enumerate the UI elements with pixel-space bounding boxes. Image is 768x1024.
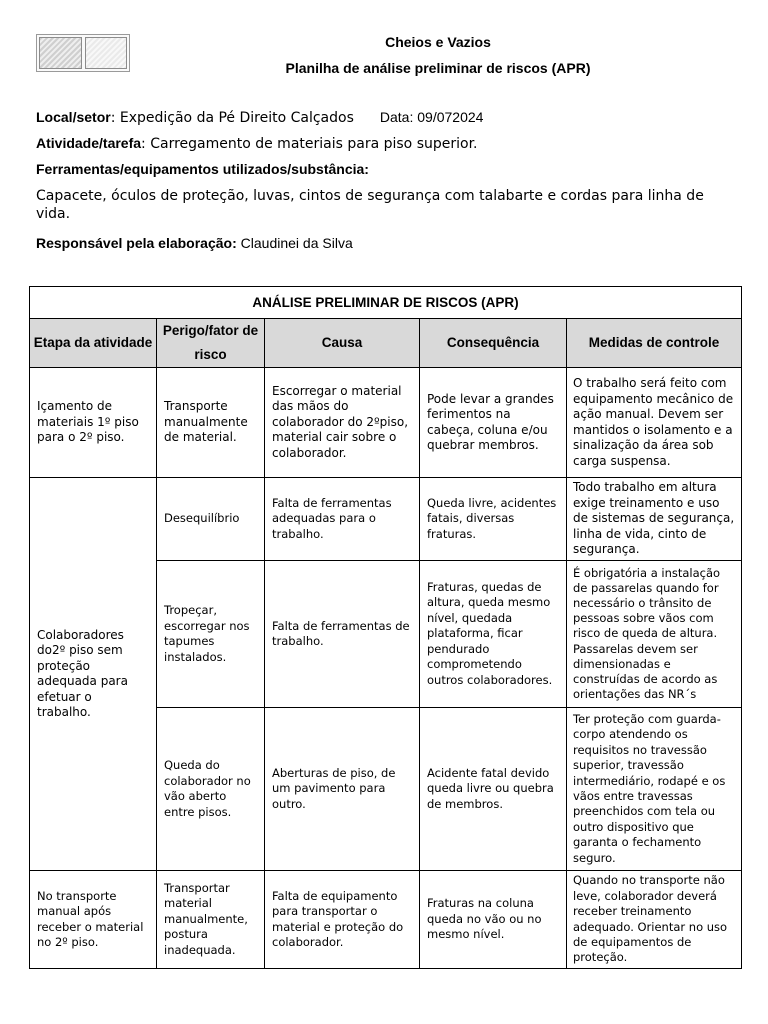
table-row [30,368,742,478]
cell-consequence: Pode levar a grandes ferimentos na cabeça, coluna e/ou quebrar membros. [420,368,567,478]
cell-consequence: Acidente fatal devido queda livre ou quebra de membros. [420,708,567,871]
local-label: Local/setor [36,109,111,125]
table-row [30,478,742,561]
cell-hazard: Tropeçar, escorregar nos tapumes instalados. [157,561,265,708]
responsible-line [36,235,736,251]
apr-table [29,286,742,969]
cell-cause: Falta de ferramentas adequadas para o trabalho. [265,478,420,561]
cell-control: Todo trabalho em altura exige treinamento e uso de sistemas de segurança, linha de vida, cinto de segurança. [567,478,742,561]
table-row [30,871,742,969]
header-control: Medidas de controle [567,319,742,368]
cell-consequence: Fraturas na coluna queda no vão ou no mesmo nível. [420,871,567,969]
cell-control: Quando no transporte não leve, colaborador deverá receber treinamento adequado. Orientar no uso de equipamentos de proteção. [567,871,742,969]
responsible-value: Claudinei da Silva [240,235,353,251]
cell-stage: Içamento de materiais 1º piso para o 2º piso. [30,368,157,478]
local-value: : Expedição da Pé Direito Calçados [110,110,354,126]
cell-control: É obrigatória a instalação de passarelas quando for necessário o trânsito de pessoas sobre vãos com risco de queda de altura. Passarelas devem ser dimensionadas e construídas de acordo as orientações das NR´s [567,561,742,708]
cell-control: O trabalho será feito com equipamento mecânico de ação manual. Devem ser mantidos o isolamento e a sinalização da área sob carga suspensa. [567,368,742,478]
header-stage: Etapa da atividade [30,319,157,368]
cell-hazard: Transporte manualmente de material. [157,368,265,478]
cell-consequence: Fraturas, quedas de altura, queda mesmo nível, quedada plataforma, ficar pendurado comprometendo outros colaboradores. [420,561,567,708]
tools-value: Capacete, óculos de proteção, luvas, cintos de segurança com talabarte e cordas para linha de vida. [36,188,704,222]
date-text: Data: 09/072024 [379,109,484,125]
activity-line [36,135,736,152]
cell-cause: Escorregar o material das mãos do colaborador do 2ºpiso, material cair sobre o colaborador. [265,368,420,478]
activity-label: Atividade/tarefa [36,135,142,151]
header-consequence: Consequência [420,319,567,368]
table-title: ANÁLISE PRELIMINAR DE RISCOS (APR) [30,287,742,319]
cell-cause: Falta de equipamento para transportar o material e proteção do colaborador. [265,871,420,969]
cell-control: Ter proteção com guarda-corpo atendendo os requisitos no travessão superior, travessão intermediário, rodapé e os vãos entre travessas preenchidos com tela ou outro dispositivo que garanta o fechamento seguro. [567,708,742,871]
local-line [36,109,736,126]
responsible-label: Responsável pela elaboração: [36,235,237,251]
header-hazard: Perigo/fator de risco [157,319,265,368]
document-title: Cheios e Vazios [385,34,491,50]
cell-stage: Colaboradores do2º piso sem proteção adequada para efetuar o trabalho. [30,478,157,871]
cell-hazard: Transportar material manualmente, postura inadequada. [157,871,265,969]
cell-hazard: Desequilíbrio [157,478,265,561]
cell-cause: Falta de ferramentas de trabalho. [265,561,420,708]
document-subtitle: Planilha de análise preliminar de riscos (APR) [285,60,591,76]
tools-label: Ferramentas/equipamentos utilizados/substância: [36,161,369,177]
header-cause: Causa [265,319,420,368]
cell-hazard: Queda do colaborador no vão aberto entre pisos. [157,708,265,871]
cell-consequence: Queda livre, acidentes fatais, diversas fraturas. [420,478,567,561]
cell-cause: Aberturas de piso, de um pavimento para outro. [265,708,420,871]
activity-value: : Carregamento de materiais para piso superior. [141,136,478,152]
cell-stage: No transporte manual após receber o material no 2º piso. [30,871,157,969]
